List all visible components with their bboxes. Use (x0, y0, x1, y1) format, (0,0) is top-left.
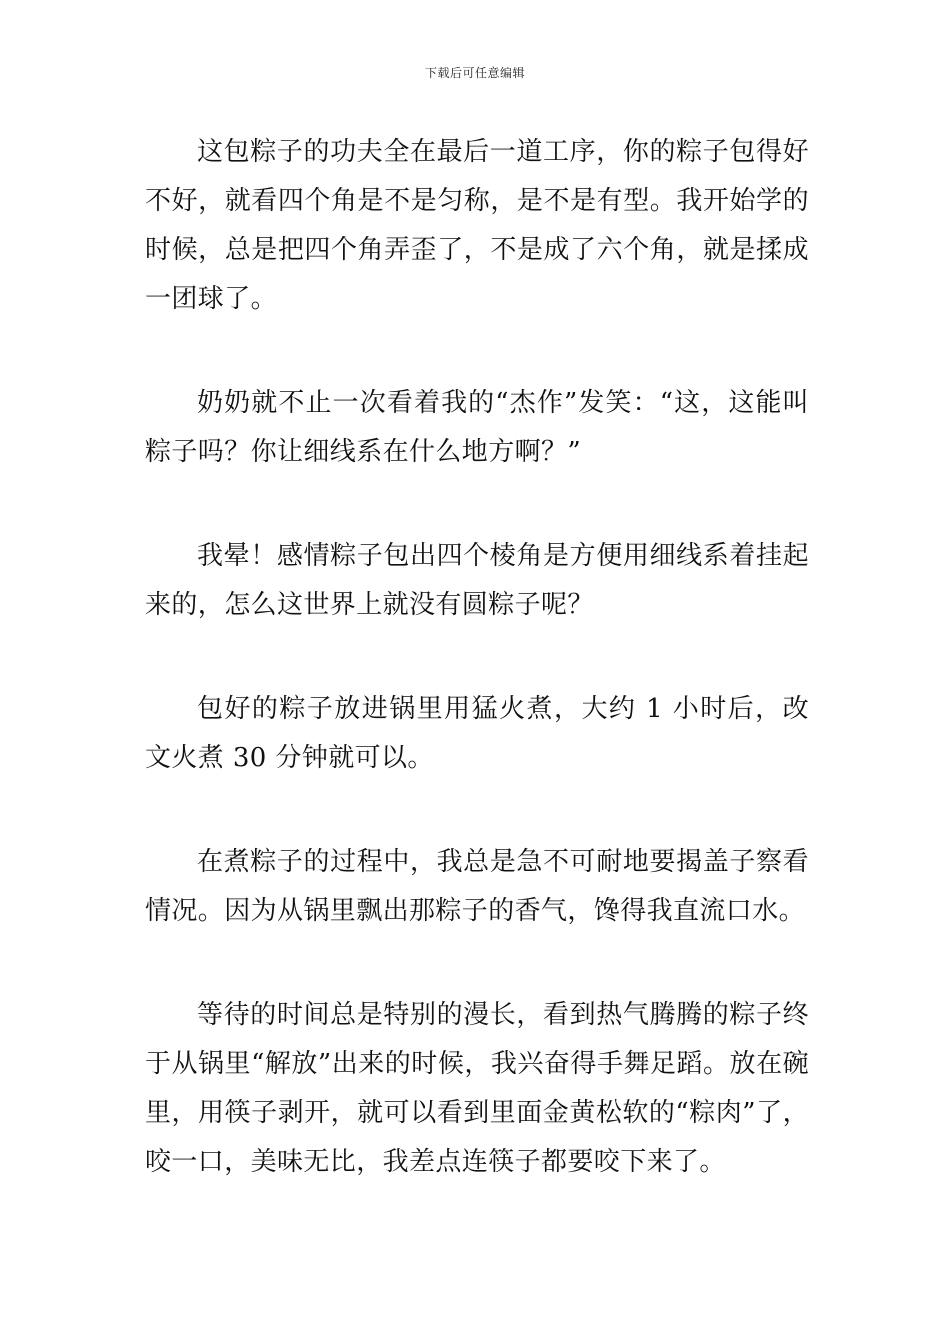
page-header: 下载后可任意编辑 (424, 66, 525, 80)
paragraph: 包好的粽子放进锅里用猛火煮，大约 1 小时后，改文火煮 30 分钟就可以。 (145, 694, 809, 773)
paragraph: 我晕！感情粽子包出四个棱角是方便用细线系着挂起来的，怎么这世界上就没有圆粽子呢？ (145, 541, 809, 620)
document-body (145, 128, 809, 1242)
paragraph: 奶奶就不止一次看着我的“杰作”发笑：“这，这能叫粽子吗？你让细线系在什么地方啊？” (145, 388, 809, 467)
paragraph: 在煮粽子的过程中，我总是急不可耐地要揭盖子察看情况。因为从锅里飘出那粽子的香气，馋得我直流口水。 (145, 847, 809, 926)
paragraph: 这包粽子的功夫全在最后一道工序，你的粽子包得好不好，就看四个角是不是匀称，是不是有型。我开始学的时候，总是把四个角弄歪了，不是成了六个角，就是揉成一团球了。 (145, 137, 809, 314)
paragraph: 等待的时间总是特别的漫长，看到热气腾腾的粽子终于从锅里“解放”出来的时候，我兴奋得手舞足蹈。放在碗里，用筷子剥开，就可以看到里面金黄松软的“粽肉”了，咬一口，美味无比，我差点连筷子都要咬下来了。 (145, 1000, 809, 1177)
